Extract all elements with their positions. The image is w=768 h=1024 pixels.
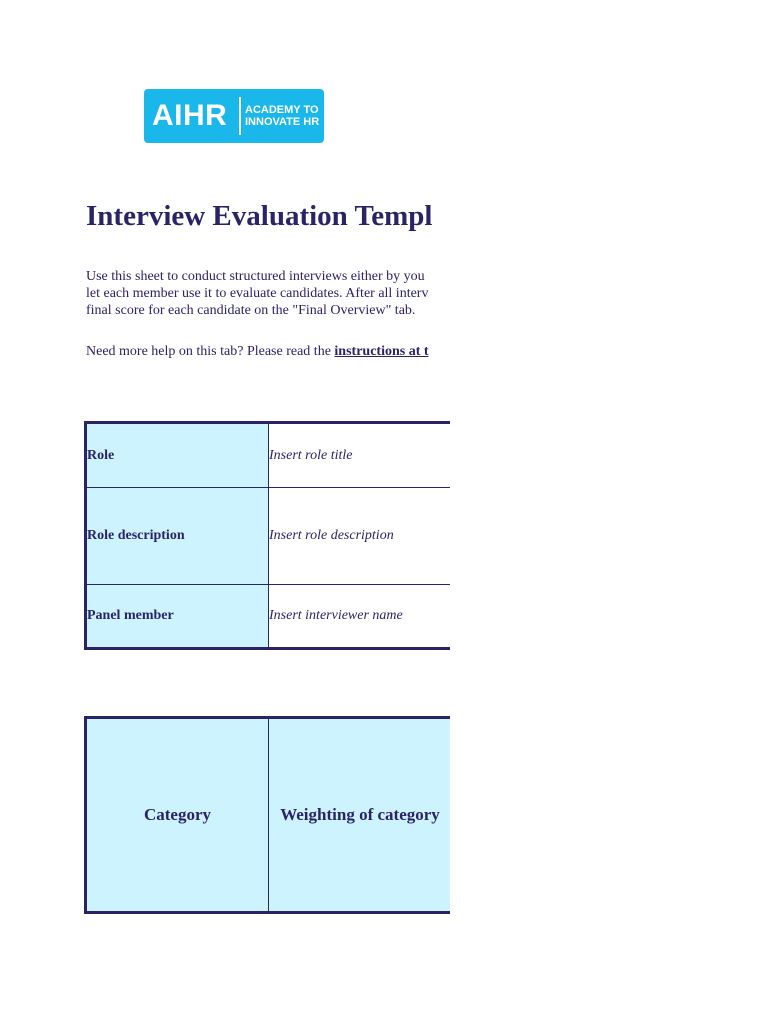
table-row [86,488,451,585]
table-header-row [86,718,451,913]
role-title-cell[interactable]: Insert role title [269,423,451,488]
role-info-table [84,421,450,650]
instructions-link[interactable]: instructions at t [334,344,429,359]
category-table [84,716,450,914]
weighting-header: Weighting of category [269,718,451,913]
logo-tagline-line-1: ACADEMY TO [245,104,319,116]
category-header: Category [86,718,269,913]
logo-tagline [245,104,319,128]
panel-member-cell[interactable]: Insert interviewer name [269,608,403,623]
help-prefix: Need more help on this tab? Please read the [86,344,335,359]
table-row [86,585,451,649]
page-title: Interview Evaluation Templ [86,200,433,232]
intro-line-1: Use this sheet to conduct structured interviews either by you [86,269,425,284]
aihr-logo [144,89,324,143]
intro-paragraph [86,268,428,319]
role-description-cell[interactable]: Insert role description [269,488,451,585]
role-description-label: Role description [86,488,269,585]
logo-mark: AIHR [152,99,228,132]
table-row [86,423,451,488]
intro-line-3: final score for each candidate on the "Final Overview" tab. [86,303,416,318]
role-label: Role [86,423,269,488]
logo-divider [239,97,241,135]
intro-line-2: let each member use it to evaluate candidates. After all interv [86,286,429,301]
help-text [86,343,429,360]
logo-tagline-line-2: INNOVATE HR [245,116,320,128]
panel-member-label: Panel member [86,585,269,649]
